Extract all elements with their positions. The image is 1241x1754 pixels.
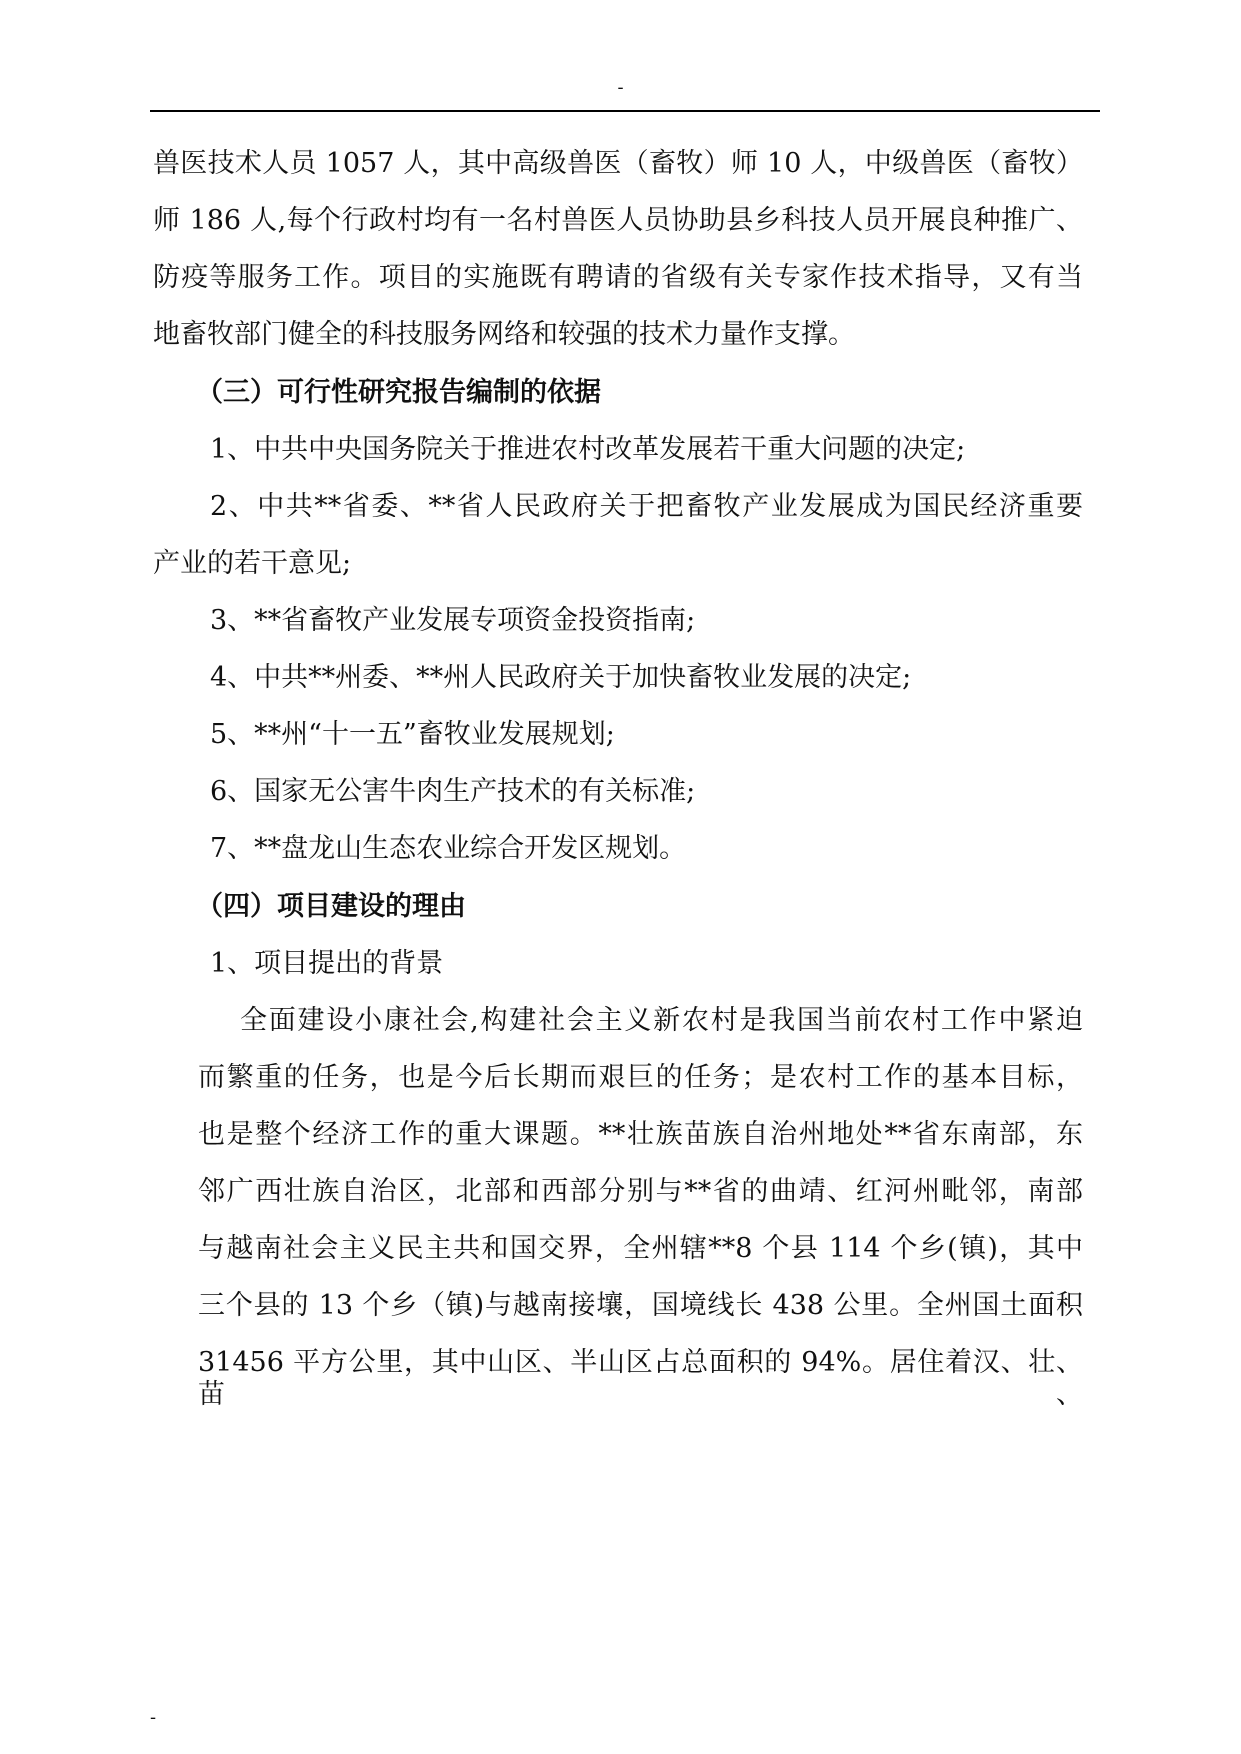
body-paragraph-line: 地畜牧部门健全的科技服务网络和较强的技术力量作支撑。 [153, 319, 855, 350]
page-header-mark: - [617, 77, 624, 98]
section-heading: （三）可行性研究报告编制的依据 [196, 377, 601, 408]
list-item-continuation: 产业的若干意见; [153, 548, 352, 579]
body-paragraph-line: 防疫等服务工作。项目的实施既有聘请的省级有关专家作技术指导，又有当 [153, 262, 1083, 293]
body-paragraph-line: 邻广西壮族自治区，北部和西部分别与**省的曲靖、红河州毗邻，南部 [198, 1176, 1083, 1207]
section-heading: （四）项目建设的理由 [196, 891, 466, 922]
header-rule [150, 110, 1100, 112]
list-item: 1、中共中央国务院关于推进农村改革发展若干重大问题的决定; [210, 434, 966, 465]
body-paragraph-line: 师 186 人,每个行政村均有一名村兽医人员协助县乡科技人员开展良种推广、 [153, 205, 1083, 236]
list-item: 4、中共**州委、**州人民政府关于加快畜牧业发展的决定; [210, 662, 912, 693]
list-item: 3、**省畜牧产业发展专项资金投资指南; [210, 605, 696, 636]
list-item: 6、国家无公害牛肉生产技术的有关标准; [210, 776, 696, 807]
body-paragraph-line: 也是整个经济工作的重大课题。**壮族苗族自治州地处**省东南部，东 [198, 1119, 1083, 1150]
body-paragraph-line: 与越南社会主义民主共和国交界，全州辖**8 个县 114 个乡(镇)，其中 [198, 1233, 1083, 1264]
list-item: 7、**盘龙山生态农业综合开发区规划。 [210, 833, 687, 864]
body-paragraph-line: 而繁重的任务，也是今后长期而艰巨的任务；是农村工作的基本目标， [198, 1062, 1083, 1093]
list-item: 5、**州“十一五”畜牧业发展规划; [210, 719, 615, 750]
list-item: 2、中共**省委、**省人民政府关于把畜牧产业发展成为国民经济重要 [210, 491, 1083, 522]
body-paragraph-line: 全面建设小康社会,构建社会主义新农村是我国当前农村工作中紧迫 [240, 1005, 1083, 1036]
body-paragraph-line: 兽医技术人员 1057 人，其中高级兽医（畜牧）师 10 人，中级兽医（畜牧） [153, 148, 1083, 179]
subsection-heading: 1、项目提出的背景 [210, 948, 444, 979]
page-footer-mark: - [150, 1707, 157, 1728]
body-paragraph-line: 31456 平方公里，其中山区、半山区占总面积的 94%。居住着汉、壮、苗、 [198, 1347, 1083, 1410]
body-paragraph-line: 三个县的 13 个乡（镇)与越南接壤，国境线长 438 公里。全州国土面积 [198, 1290, 1083, 1321]
